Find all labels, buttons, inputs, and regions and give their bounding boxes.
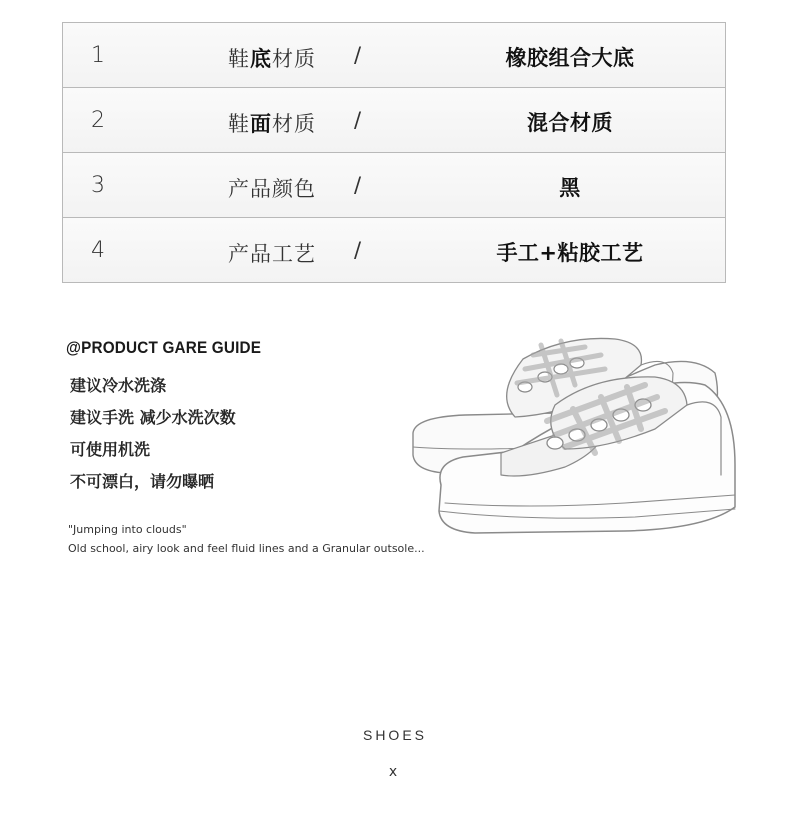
row-number: 4: [91, 238, 105, 263]
row-number: 1: [91, 43, 105, 68]
row-value: 黑: [559, 176, 581, 200]
spec-row: [63, 23, 725, 88]
footer-mark: x: [388, 764, 398, 780]
spec-row: [63, 88, 725, 153]
row-value: 混合材质: [527, 111, 613, 135]
care-item: 不可漂白，请勿曝晒: [70, 472, 215, 491]
spec-row: [63, 218, 725, 282]
row-number: 2: [91, 108, 105, 133]
row-label: 产品颜色: [228, 177, 316, 201]
row-label: 鞋面材质: [228, 112, 316, 136]
row-label: 鞋底材质: [228, 47, 316, 71]
product-quote: [68, 520, 425, 558]
row-separator: /: [354, 173, 362, 197]
row-separator: /: [354, 108, 362, 132]
spec-table: [62, 22, 726, 283]
row-value: 橡胶组合大底: [505, 46, 635, 70]
care-item: 建议冷水洗涤: [70, 376, 167, 395]
row-label: 产品工艺: [228, 242, 316, 266]
footer-category: SHOES: [362, 727, 427, 743]
care-item: 建议手洗 减少水洗次数: [70, 408, 236, 427]
row-number: 3: [91, 173, 105, 198]
care-item: 可使用机洗: [70, 440, 151, 459]
quote-title: "Jumping into clouds": [68, 523, 187, 536]
quote-body: Old school, airy look and feel fluid lines and a Granular outsole...: [68, 542, 425, 555]
row-separator: /: [354, 238, 362, 262]
row-separator: /: [354, 43, 362, 67]
spec-row: [63, 153, 725, 218]
care-guide: [66, 338, 425, 558]
care-guide-title: @PRODUCT GARE GUIDE: [66, 338, 262, 357]
sneaker-sketch-icon: [405, 325, 745, 565]
care-list: [70, 370, 425, 498]
row-value: 手工+粘胶工艺: [496, 241, 644, 265]
